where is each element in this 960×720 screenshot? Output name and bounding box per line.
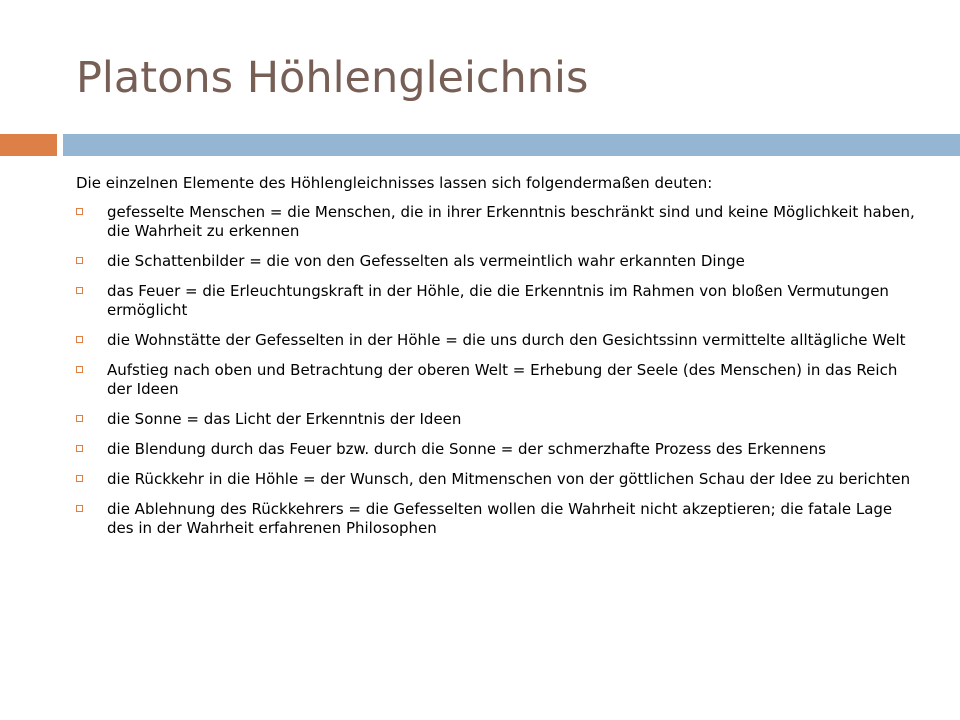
accent-bar-left bbox=[0, 134, 57, 156]
slide-title: Platons Höhlengleichnis bbox=[76, 53, 589, 103]
bullet-text: gefesselte Menschen = die Menschen, die in ihrer Erkenntnis beschränkt sind und keine Möglichkeit haben, die Wahrheit zu erkennen bbox=[107, 203, 915, 240]
hollow-square-icon bbox=[76, 336, 83, 343]
bullet-item bbox=[76, 470, 916, 489]
accent-bar-right bbox=[63, 134, 960, 156]
bullet-item bbox=[76, 500, 916, 538]
bullet-text: das Feuer = die Erleuchtungskraft in der Höhle, die die Erkenntnis im Rahmen von bloßen Vermutungen ermöglicht bbox=[107, 282, 889, 319]
bullet-item bbox=[76, 282, 916, 320]
bullet-item bbox=[76, 252, 916, 271]
hollow-square-icon bbox=[76, 445, 83, 452]
bullet-text: Aufstieg nach oben und Betrachtung der oberen Welt = Erhebung der Seele (des Menschen) in das Reich der Ideen bbox=[107, 361, 898, 398]
hollow-square-icon bbox=[76, 505, 83, 512]
bullet-item bbox=[76, 410, 916, 429]
bullet-text: die Schattenbilder = die von den Gefesselten als vermeintlich wahr erkannten Dinge bbox=[107, 252, 745, 270]
bullet-item bbox=[76, 440, 916, 459]
bullet-text: die Blendung durch das Feuer bzw. durch die Sonne = der schmerzhafte Prozess des Erkennens bbox=[107, 440, 826, 458]
hollow-square-icon bbox=[76, 366, 83, 373]
hollow-square-icon bbox=[76, 208, 83, 215]
bullet-text: die Wohnstätte der Gefesselten in der Höhle = die uns durch den Gesichtssinn vermittelte alltägliche Welt bbox=[107, 331, 906, 349]
hollow-square-icon bbox=[76, 287, 83, 294]
bullet-item bbox=[76, 361, 916, 399]
bullet-item bbox=[76, 203, 916, 241]
bullet-text: die Sonne = das Licht der Erkenntnis der Ideen bbox=[107, 410, 462, 428]
bullet-text: die Ablehnung des Rückkehrers = die Gefesselten wollen die Wahrheit nicht akzeptieren; die fatale Lage des in der Wahrheit erfahrenen Philosophen bbox=[107, 500, 893, 537]
bullet-item bbox=[76, 331, 916, 350]
hollow-square-icon bbox=[76, 257, 83, 264]
slide-content bbox=[76, 170, 916, 549]
hollow-square-icon bbox=[76, 475, 83, 482]
bullet-list bbox=[76, 203, 916, 538]
intro-text: Die einzelnen Elemente des Höhlengleichnisses lassen sich folgendermaßen deuten: bbox=[76, 174, 713, 192]
bullet-text: die Rückkehr in die Höhle = der Wunsch, den Mitmenschen von der göttlichen Schau der Idee zu berichten bbox=[107, 470, 911, 488]
hollow-square-icon bbox=[76, 415, 83, 422]
